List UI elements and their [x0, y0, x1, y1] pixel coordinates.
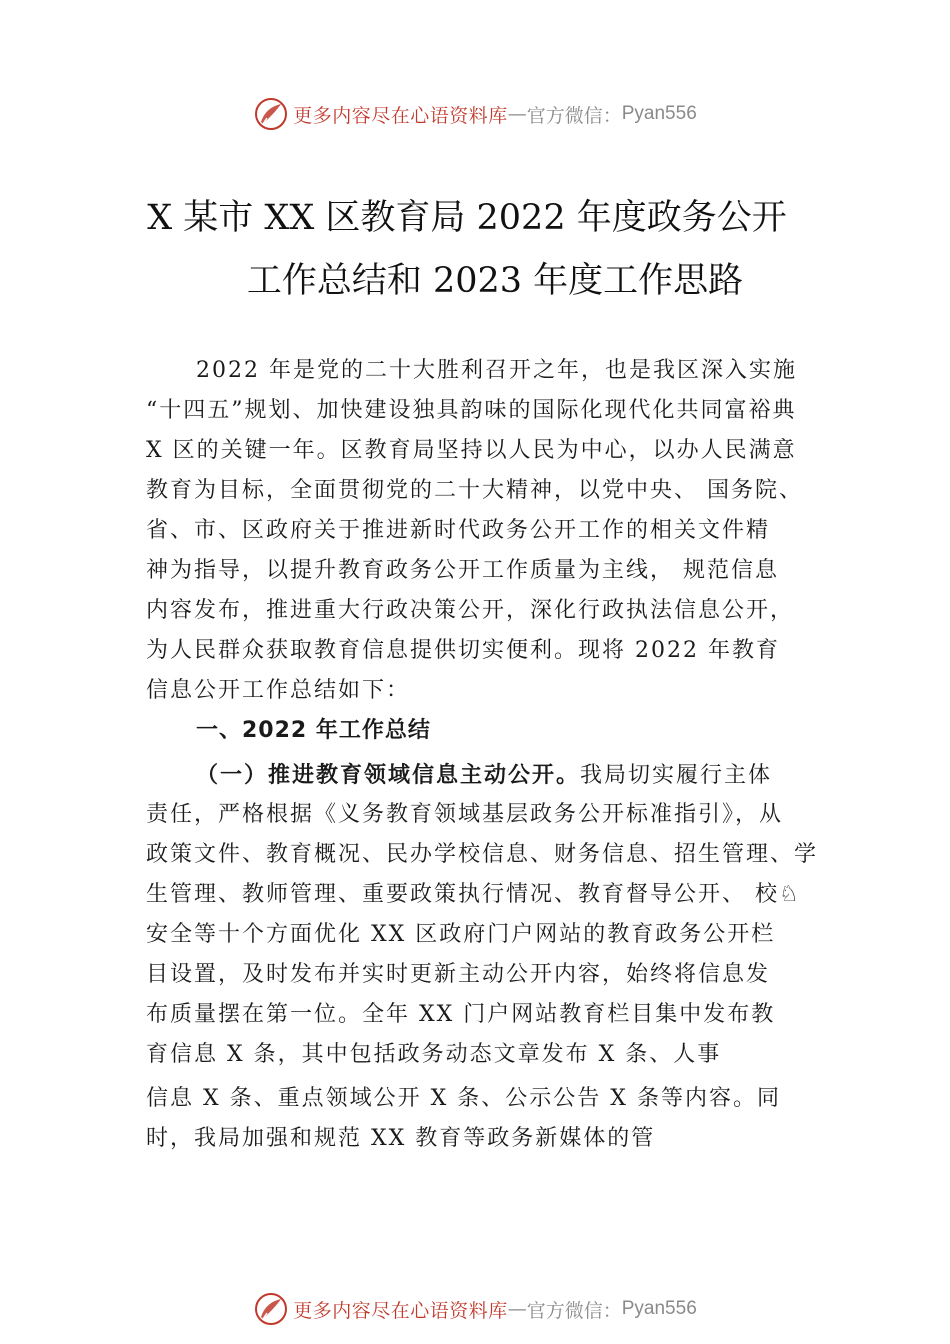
subsection-heading: （一）推进教育领域信息主动公开。 [196, 762, 581, 788]
paragraph-2-line: 目设置，及时发布并实时更新主动公开内容，始终将信息发 [146, 962, 771, 987]
paragraph-1-line: 2022 年是党的二十大胜利召开之年，也是我区深入实施 [196, 358, 797, 383]
watermark-dash: — [507, 1298, 527, 1320]
paragraph-2-first-text: 我局切实履行主体 [580, 763, 773, 788]
paragraph-1-line: 神为指导，以提升教育政务公开工作质量为主线， 规范信息 [146, 558, 779, 583]
watermark-wechat-id: Pyan556 [621, 103, 697, 124]
paragraph-1-line: “十四五”规划、加快建设独具韵味的国际化现代化共同富裕典 [146, 398, 797, 423]
paragraph-1-line: 教育为目标，全面贯彻党的二十大精神，以党中央、 国务院、 [146, 478, 803, 503]
paragraph-1-line: X 区的关键一年。区教育局坚持以人民为中心，以办人民满意 [146, 438, 797, 463]
watermark-footer [0, 1289, 950, 1329]
watermark-header [0, 94, 950, 134]
section-heading-1: 一、2022 年工作总结 [196, 718, 431, 743]
paragraph-2-line: 时，我局加强和规范 XX 教育等政务新媒体的管 [146, 1126, 656, 1151]
watermark-wechat-id: Pyan556 [621, 1298, 697, 1319]
document-body [146, 351, 836, 1159]
document-title-line-1: X 某市 XX 区教育局 2022 年度政务公开 [147, 198, 787, 238]
paragraph-2-line: 责任，严格根据《义务教育领域基层政务公开标准指引》，从 [146, 802, 784, 827]
paragraph-2-line: 布质量摆在第一位。全年 XX 门户网站教育栏目集中发布教 [146, 1002, 776, 1027]
paragraph-1-line: 为人民群众获取教育信息提供切实便利。现将 2022 年教育 [146, 638, 780, 663]
watermark-wechat-label: 官方微信： [526, 1299, 622, 1322]
paragraph-2-line: 育信息 X 条，其中包括政务动态文章发布 X 条、人事 [146, 1042, 722, 1067]
pen-logo-icon [253, 1291, 289, 1327]
pen-logo-icon [253, 96, 289, 132]
paragraph-2-line: 生管理、教师管理、重要政策执行情况、教育督导公开、 校♘ [146, 882, 801, 907]
paragraph-2-line: 信息 X 条、重点领域公开 X 条、公示公告 X 条等内容。同 [146, 1086, 781, 1111]
watermark-wechat-label: 官方微信： [526, 104, 622, 127]
watermark-brand: 更多内容尽在心语资料库 [293, 1299, 508, 1322]
paragraph-2-line: 安全等十个方面优化 XX 区政府门户网站的教育政务公开栏 [146, 922, 776, 947]
watermark-dash: — [507, 103, 527, 125]
paragraph-1-line: 省、市、区政府关于推进新时代政务公开工作的相关文件精 [146, 518, 771, 543]
paragraph-1-line: 内容发布，推进重大行政决策公开，深化行政执法信息公开， [146, 598, 795, 623]
paragraph-2-line: 政策文件、教育概况、民办学校信息、财务信息、招生管理、学 [146, 842, 819, 867]
paragraph-2-line [146, 755, 836, 795]
paragraph-1-line: 信息公开工作总结如下： [146, 678, 411, 703]
document-title-line-2: 工作总结和 2023 年度工作思路 [246, 261, 744, 301]
watermark-brand: 更多内容尽在心语资料库 [293, 104, 508, 127]
